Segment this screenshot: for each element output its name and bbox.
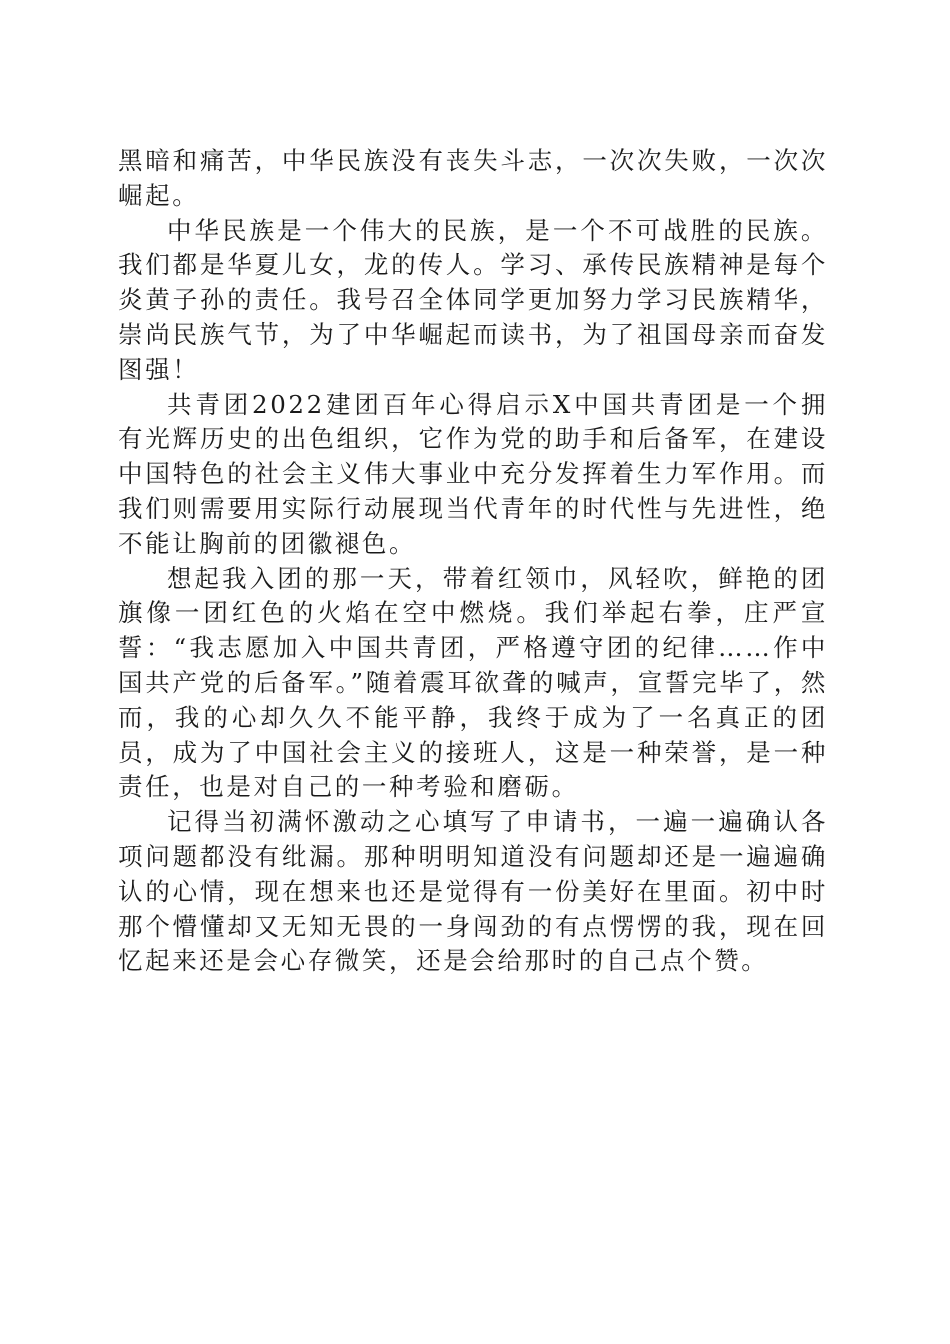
- paragraph-4: 想起我入团的那一天，带着红领巾，风轻吹，鲜艳的团旗像一团红色的火焰在空中燃烧。我们举起右拳，庄严宣誓：“我志愿加入中国共青团，严格遵守团的纪律……作中国共产党的后备军。”随着震耳欲聋的喊声，宣誓完毕了，然而，我的心却久久不能平静，我终于成为了一名真正的团员，成为了中国社会主义的接班人，这是一种荣誉，是一种责任，也是对自己的一种考验和磨砺。: [118, 563, 828, 802]
- paragraph-2: 中华民族是一个伟大的民族，是一个不可战胜的民族。我们都是华夏儿女，龙的传人。学习、承传民族精神是每个炎黄子孙的责任。我号召全体同学更加努力学习民族精华，崇尚民族气节，为了中华崛起而读书，为了祖国母亲而奋发图强！: [118, 215, 828, 384]
- paragraph-1: 黑暗和痛苦，中华民族没有丧失斗志，一次次失败，一次次崛起。: [118, 146, 828, 210]
- document-page: [118, 144, 828, 979]
- paragraph-5: 记得当初满怀激动之心填写了申请书，一遍一遍确认各项问题都没有纰漏。那种明明知道没有问题却还是一遍遍确认的心情，现在想来也还是觉得有一份美好在里面。初中时那个懵懂却又无知无畏的一身闯劲的有点愣愣的我，现在回忆起来还是会心存微笑，还是会给那时的自己点个赞。: [118, 807, 828, 976]
- paragraph-3: 共青团2022建团百年心得启示X中国共青团是一个拥有光辉历史的出色组织，它作为党的助手和后备军，在建设中国特色的社会主义伟大事业中充分发挥着生力军作用。而我们则需要用实际行动展现当代青年的时代性与先进性，绝不能让胸前的团徽褪色。: [118, 389, 828, 558]
